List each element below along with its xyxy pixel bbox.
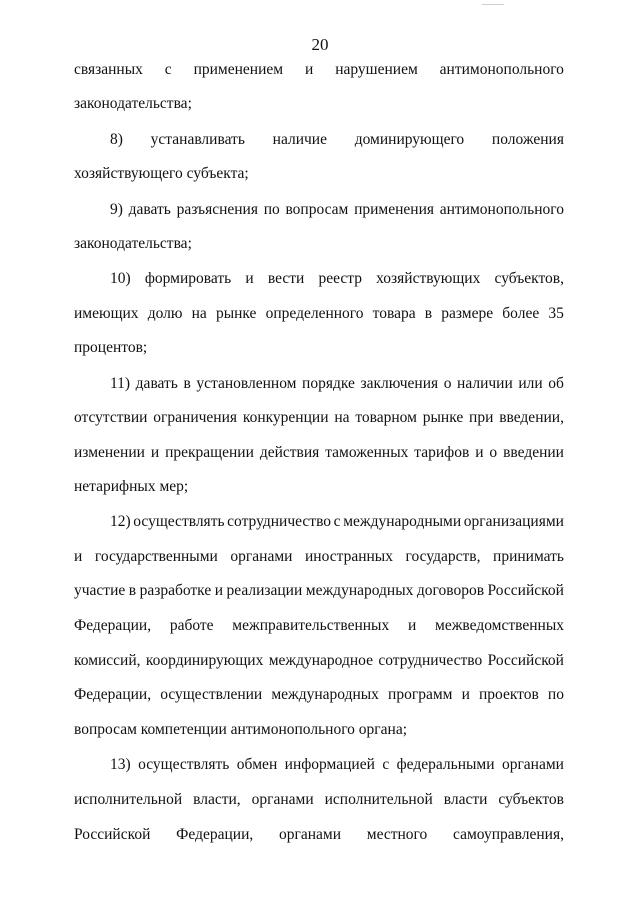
word: координирующих	[145, 652, 264, 669]
word: по	[263, 201, 280, 218]
text-line-1	[74, 60, 564, 80]
word: органами	[501, 756, 564, 773]
word: Российской	[487, 652, 564, 669]
word: осуществлять	[133, 513, 225, 530]
word: Российской	[487, 582, 564, 599]
word: иностранных	[305, 548, 393, 565]
word: отсутствии	[74, 409, 148, 426]
word: 12)	[110, 513, 131, 530]
word: таможенных	[325, 444, 409, 461]
word: исполнительной	[74, 791, 183, 808]
word: обмен	[236, 756, 278, 773]
word: формировать	[144, 270, 232, 287]
word: межведомственных	[435, 617, 564, 634]
text-line-17	[74, 616, 564, 636]
word: сотрудничество	[227, 513, 332, 530]
word: доминирующего	[354, 131, 465, 148]
word: работе	[169, 617, 214, 634]
word: давать	[135, 375, 178, 392]
word: органами	[230, 548, 293, 565]
word: по	[547, 686, 564, 703]
word: федеральными	[396, 756, 495, 773]
word: о	[443, 375, 452, 392]
word: Российской	[74, 826, 151, 843]
word: и	[407, 617, 417, 634]
word: власти,	[193, 791, 241, 808]
text-line-5	[110, 200, 564, 220]
word: Федерации,	[74, 686, 152, 703]
text-line-12	[74, 443, 564, 463]
word: при	[469, 409, 494, 426]
text-line-18	[74, 651, 564, 671]
text-line-20: вопросам компетенции антимонопольного органа;	[74, 721, 408, 738]
word: проектов	[478, 686, 539, 703]
word: осуществлении	[160, 686, 263, 703]
text-line-21	[110, 755, 564, 775]
word: устанавливать	[150, 131, 245, 148]
word: хозяйствующих	[376, 270, 481, 287]
word: и	[214, 582, 224, 599]
word: местного	[366, 826, 428, 843]
text-line-23	[74, 825, 564, 845]
word: участие	[74, 582, 126, 599]
word: конкуренции	[242, 409, 329, 426]
word: 13)	[110, 756, 131, 773]
word: и	[304, 61, 314, 78]
word: договоров	[416, 582, 485, 599]
word: органами	[279, 826, 342, 843]
word: и	[461, 686, 470, 703]
word: разработке	[139, 582, 212, 599]
word: осуществлять	[138, 756, 230, 773]
word: 35	[548, 305, 564, 322]
word: установленном	[196, 375, 297, 392]
word: самоуправления,	[453, 826, 564, 843]
word: 10)	[110, 270, 131, 287]
word: связанных	[74, 61, 143, 78]
word: введении,	[499, 409, 564, 426]
text-line-22	[74, 790, 564, 810]
word: рынке	[215, 305, 257, 322]
word: субъектов,	[494, 270, 564, 287]
word: исполнительной	[324, 791, 433, 808]
text-line-11	[74, 408, 564, 428]
word: принимать	[493, 548, 564, 565]
text-line-7	[110, 269, 564, 289]
word: международных	[305, 582, 414, 599]
word: органами	[251, 791, 314, 808]
word: положения	[491, 131, 564, 148]
word: или	[518, 375, 543, 392]
word: государственными	[94, 548, 218, 565]
text-line-10	[110, 374, 564, 394]
word: программ	[388, 686, 453, 703]
word: на	[191, 305, 207, 322]
word: и	[475, 444, 484, 461]
word: давать	[128, 201, 171, 218]
word: наличие	[272, 131, 327, 148]
word: о	[489, 444, 498, 461]
word: организациями	[463, 513, 564, 530]
word: вести	[267, 270, 305, 287]
word: наличии	[457, 375, 513, 392]
word: разъяснения	[176, 201, 258, 218]
word: сотрудничество	[378, 652, 483, 669]
word: товарном	[355, 409, 417, 426]
word: определенного	[265, 305, 364, 322]
word: государств,	[405, 548, 481, 565]
word: на	[334, 409, 350, 426]
word: с	[164, 61, 172, 78]
word: субъектов	[498, 791, 564, 808]
text-line-9: процентов;	[74, 339, 148, 356]
word: прекращении	[165, 444, 254, 461]
word: применения	[354, 201, 434, 218]
word: товара	[372, 305, 416, 322]
word: ограничения	[153, 409, 238, 426]
word: заключения	[360, 375, 439, 392]
word: более	[502, 305, 540, 322]
word: реализации	[226, 582, 303, 599]
word: вопросам	[285, 201, 349, 218]
text-line-4: хозяйствующего субъекта;	[74, 165, 249, 182]
word: долю	[147, 305, 183, 322]
word: рынке	[422, 409, 464, 426]
word: введении	[503, 444, 564, 461]
text-line-13: нетарифных мер;	[74, 478, 189, 495]
text-line-2: законодательства;	[74, 95, 192, 112]
word: 11)	[110, 375, 131, 392]
word: информацией	[284, 756, 375, 773]
word: антимонопольного	[439, 61, 564, 78]
word: в	[424, 305, 433, 322]
text-line-15	[74, 547, 564, 567]
text-line-6: законодательства;	[74, 235, 192, 252]
word: 9)	[110, 201, 123, 218]
word: Федерации,	[176, 826, 254, 843]
word: и	[74, 548, 83, 565]
word: размере	[441, 305, 494, 322]
word: действия	[259, 444, 320, 461]
word: международных	[271, 686, 379, 703]
word: Федерации,	[74, 617, 152, 634]
word: изменении	[74, 444, 145, 461]
word: реестр	[318, 270, 362, 287]
word: тарифов	[414, 444, 470, 461]
text-line-8	[74, 304, 564, 324]
text-line-14	[110, 512, 564, 532]
word: применением	[193, 61, 284, 78]
word: межправительственных	[232, 617, 390, 634]
word: с	[333, 513, 341, 530]
word: в	[128, 582, 137, 599]
text-line-19	[74, 685, 564, 705]
text-line-16	[74, 581, 564, 601]
word: имеющих	[74, 305, 139, 322]
word: в	[183, 375, 191, 392]
word: международное	[268, 652, 373, 669]
word: международными	[343, 513, 462, 530]
page-number: 20	[311, 35, 329, 54]
text-line-3	[110, 130, 564, 150]
word: с	[382, 756, 390, 773]
word: комиссий,	[74, 652, 141, 669]
word: об	[548, 375, 564, 392]
word: антимонопольного	[439, 201, 564, 218]
word: 8)	[110, 131, 123, 148]
word: и	[150, 444, 160, 461]
word: нарушением	[335, 61, 418, 78]
scan-artifact	[482, 0, 504, 5]
word: власти	[443, 791, 488, 808]
word: и	[245, 270, 254, 287]
word: порядке	[302, 375, 355, 392]
